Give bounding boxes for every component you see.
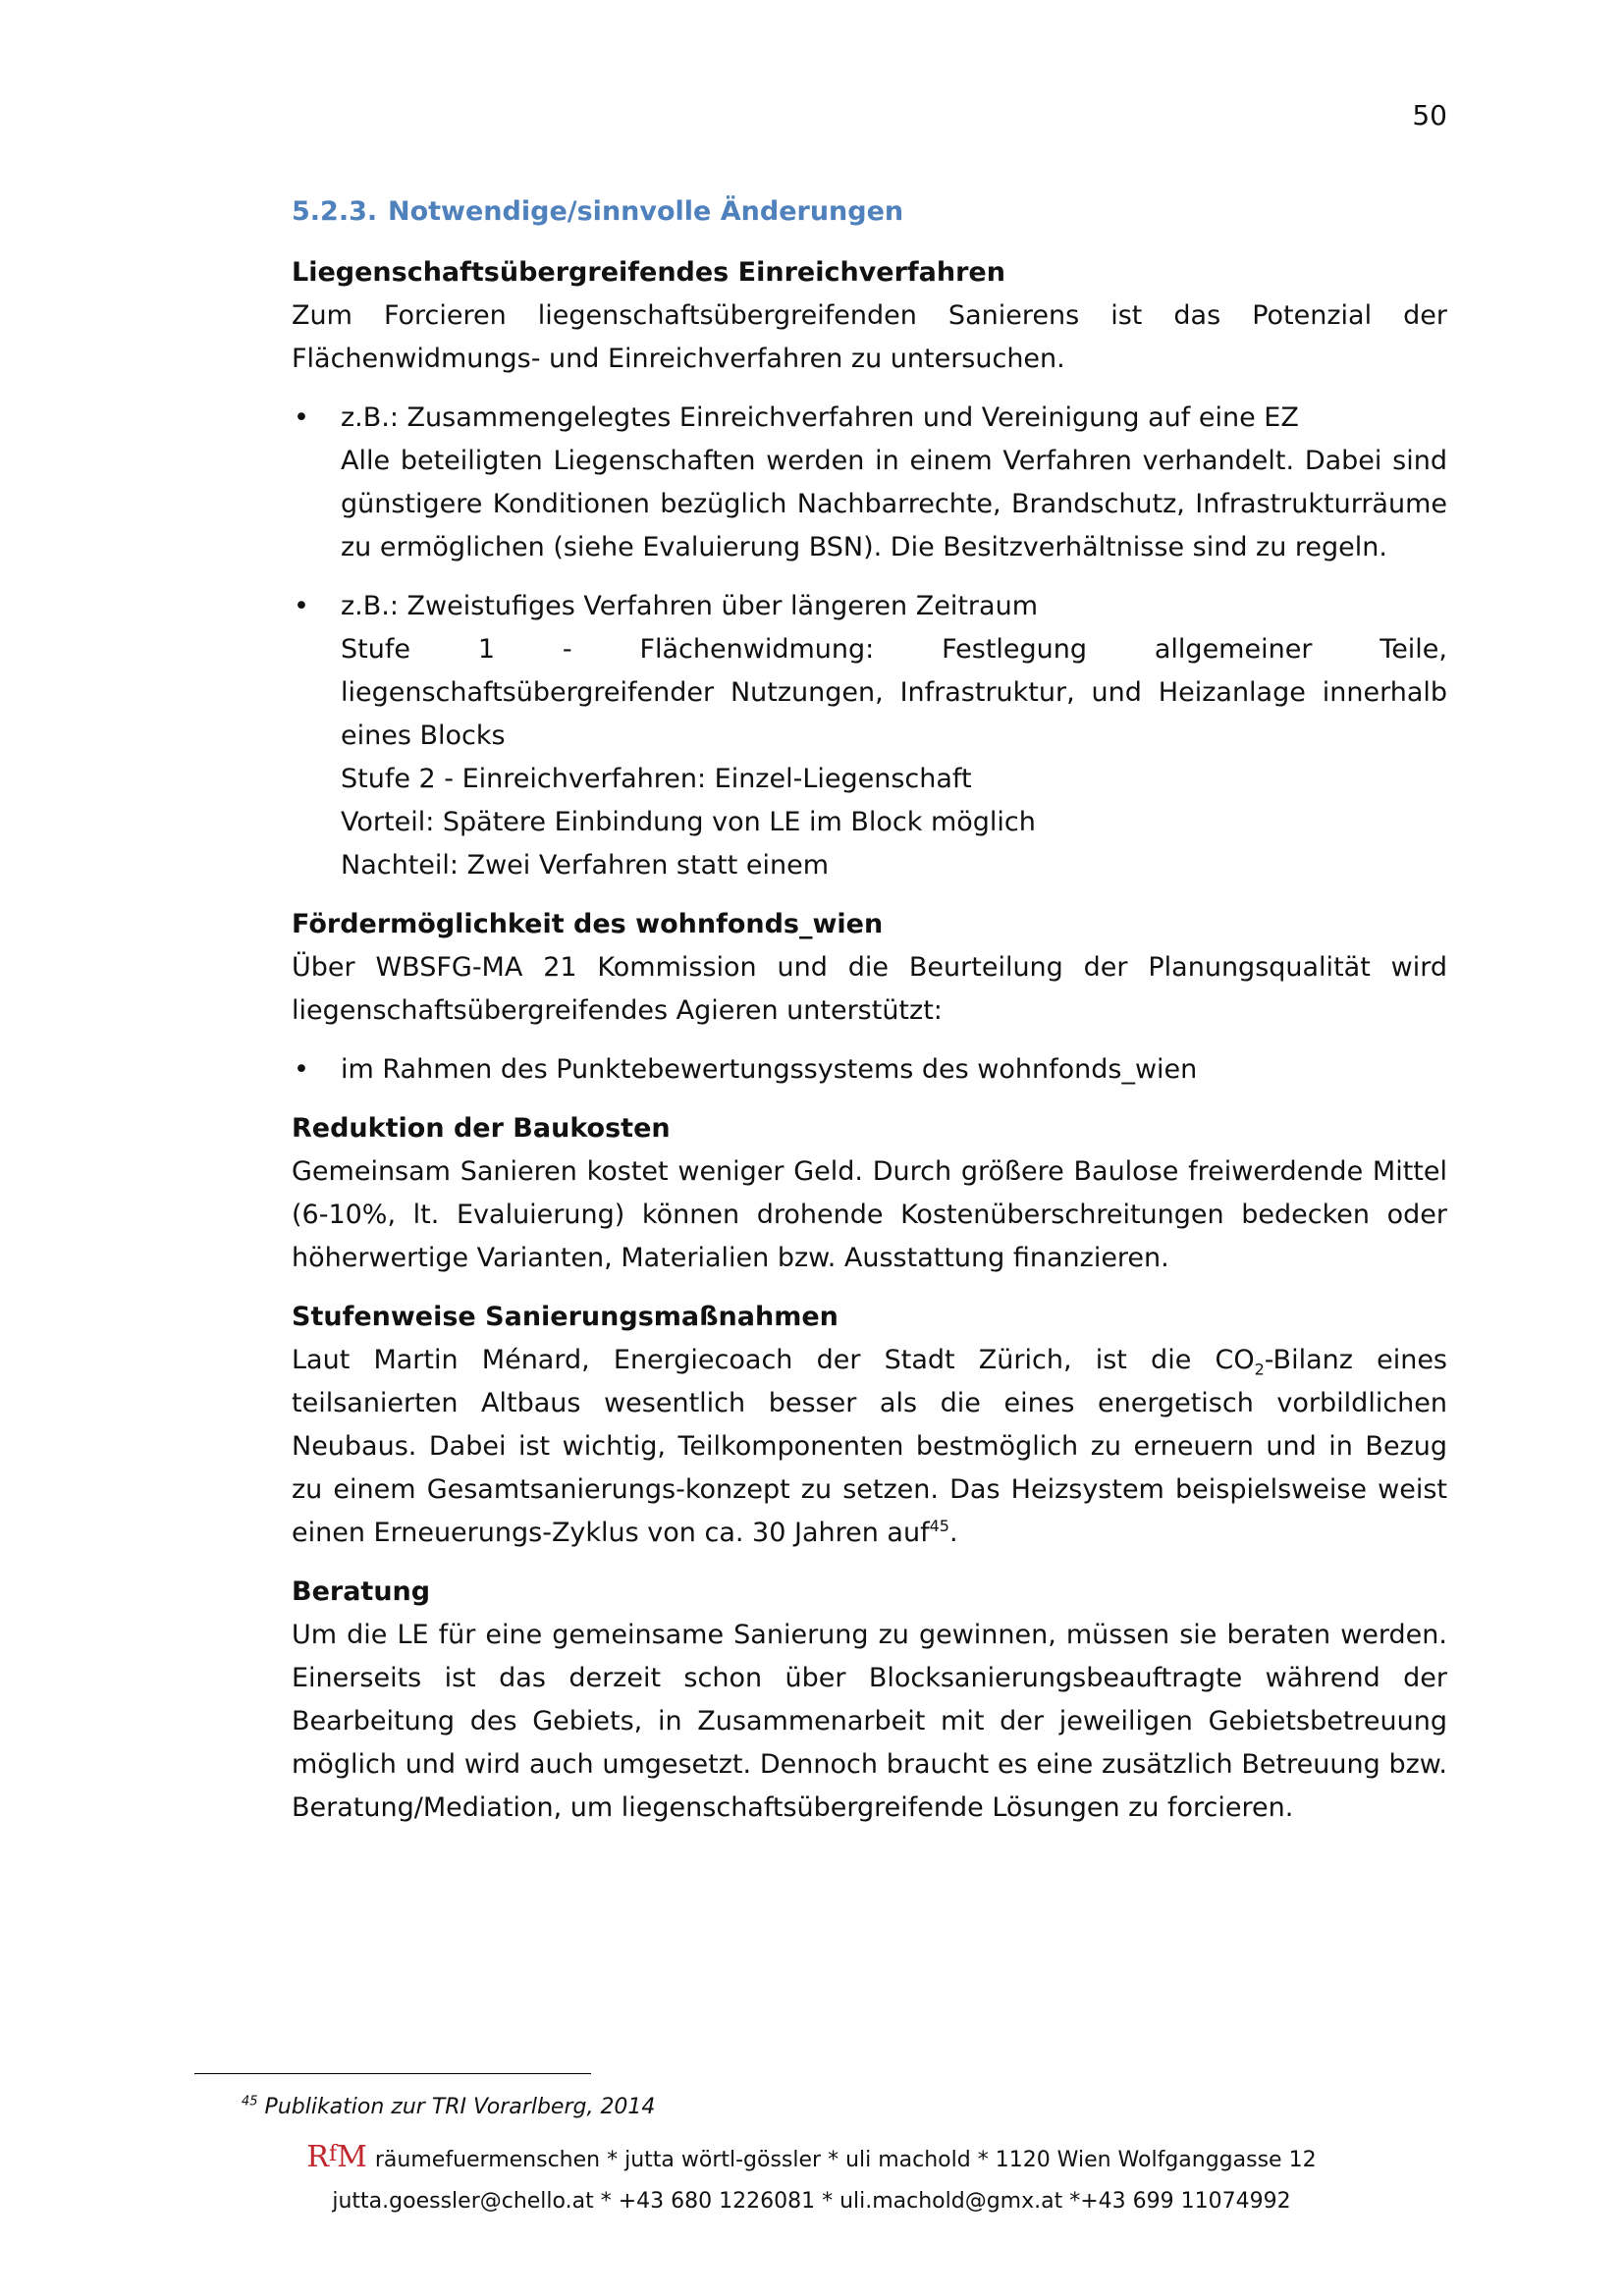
subscript-2: 2 [1254, 1360, 1265, 1379]
block-beratung [292, 1571, 1447, 1830]
bullet-title: z.B.: Zweistufiges Verfahren über längeren Zeitraum [341, 591, 1038, 621]
paragraph-text: Laut Martin Ménard, Energiecoach der Stadt Zürich, ist die CO [292, 1345, 1255, 1375]
subheading-einreichverfahren: Liegenschaftsübergreifendes Einreichverfahren [292, 257, 1005, 288]
page-content [292, 192, 1447, 1845]
paragraph-text: . [948, 1518, 958, 1548]
subheading-stufenweise: Stufenweise Sanierungsmaßnahmen [292, 1302, 839, 1332]
paragraph-baukosten: Gemeinsam Sanieren kostet weniger Geld. Durch größere Baulose freiwerdende Mittel (6-10%, lt. Evaluierung) können drohende Kostenüberschreitungen bedecken oder höherwertige Varianten, Materialien bzw. Ausstattung finanzieren. [292, 1156, 1447, 1273]
paragraph-beratung: Um die LE für eine gemeinsame Sanierung zu gewinnen, müssen sie beraten werden. Einerseits ist das derzeit schon über Blocksanierungsbeauftragte während der Bearbeitung des Gebiets, in Zusammenarbeit mit der jeweiligen Gebietsbetreuung möglich und wird auch umgesetzt. Dennoch braucht es eine zusätzlich Betreuung bzw. Beratung/Mediation, um liegenschaftsübergreifende Lösungen zu forcieren. [292, 1620, 1447, 1823]
footnote-separator [194, 2073, 591, 2074]
rfm-logo [306, 2140, 366, 2172]
bullet-text: Nachteil: Zwei Verfahren statt einem [341, 850, 830, 881]
paragraph-einreichverfahren: Zum Forcieren liegenschaftsübergreifenden Sanierens ist das Potenzial der Flächenwidmungs- und Einreichverfahren zu untersuchen. [292, 300, 1447, 374]
bullet-title: z.B.: Zusammengelegtes Einreichverfahren und Vereinigung auf eine EZ [341, 402, 1299, 433]
list-item [292, 397, 1447, 569]
block-stufenweise [292, 1296, 1447, 1555]
bullet-text: Stufe 1 - Flächenwidmung: Festlegung allgemeiner Teile, liegenschaftsübergreifender Nutzungen, Infrastruktur, und Heizanlage innerhalb eines Blocks [341, 634, 1447, 751]
bullet-icon: • [294, 402, 309, 433]
bullet-text: Stufe 2 - Einreichverfahren: Einzel-Liegenschaft [341, 764, 972, 794]
subheading-foerdermoeglichkeit: Fördermöglichkeit des wohnfonds_wien [292, 909, 884, 939]
list-item [292, 585, 1447, 887]
footer-address: räumefuermenschen * jutta wörtl-gössler * uli machold * 1120 Wien Wolfganggasse 12 [374, 2148, 1317, 2172]
bullet-text: Alle beteiligten Liegenschaften werden in einem Verfahren verhandelt. Dabei sind günstigere Konditionen bezüglich Nachbarrechte, Brandschutz, Infrastrukturräume zu ermöglichen (siehe Evaluierung BSN). Die Besitzverhältnisse sind zu regeln. [341, 446, 1447, 562]
section-number: 5.2.3. [292, 196, 378, 227]
footnote-number: 45 [242, 2094, 258, 2109]
bullet-text: Vorteil: Spätere Einbindung von LE im Block möglich [341, 807, 1036, 837]
footer-line-1 [0, 2140, 1623, 2175]
block-einreichverfahren [292, 251, 1447, 887]
page-number: 50 [1412, 99, 1447, 132]
paragraph-foerdermoeglichkeit: Über WBSFG-MA 21 Kommission und die Beurteilung der Planungsqualität wird liegenschaftsübergreifendes Agieren unterstützt: [292, 952, 1447, 1026]
footer-contact: jutta.goessler@chello.at * +43 680 1226081 * uli.machold@gmx.at *+43 699 11074992 [332, 2189, 1291, 2214]
bullet-icon: • [294, 1054, 309, 1085]
footnote-reference[interactable]: 45 [929, 1517, 949, 1535]
footnote-text: Publikation zur TRI Vorarlberg, 2014 [264, 2095, 656, 2119]
logo-letter-r: R [306, 2140, 330, 2174]
bullet-icon: • [294, 591, 309, 621]
logo-letter-m: M [337, 2140, 367, 2174]
logo-letter-f: f [329, 2142, 338, 2166]
bullet-list-foerdermoeglichkeit [292, 1048, 1447, 1092]
bullet-list-einreichverfahren [292, 397, 1447, 887]
subheading-baukosten: Reduktion der Baukosten [292, 1113, 671, 1144]
bullet-text: im Rahmen des Punktebewertungssystems des wohnfonds_wien [341, 1054, 1198, 1085]
list-item [292, 1048, 1447, 1092]
section-heading [292, 192, 1447, 232]
block-foerdermoeglichkeit [292, 903, 1447, 1092]
section-title: Notwendige/sinnvolle Änderungen [388, 196, 904, 227]
paragraph-text: -Bilanz eines teilsanierten Altbaus wesentlich besser als die eines energetisch vorbildlichen Neubaus. Dabei ist wichtig, Teilkomponenten bestmöglich zu erneuern und in Bezug zu einem Gesamtsanierungs-konzept zu setzen. Das Heizsystem beispielsweise weist einen Erneuerungs-Zyklus von ca. 30 Jahren auf [292, 1345, 1448, 1548]
footnote [242, 2093, 655, 2122]
paragraph-stufenweise [292, 1339, 1447, 1555]
block-baukosten [292, 1107, 1447, 1280]
subheading-beratung: Beratung [292, 1576, 431, 1607]
